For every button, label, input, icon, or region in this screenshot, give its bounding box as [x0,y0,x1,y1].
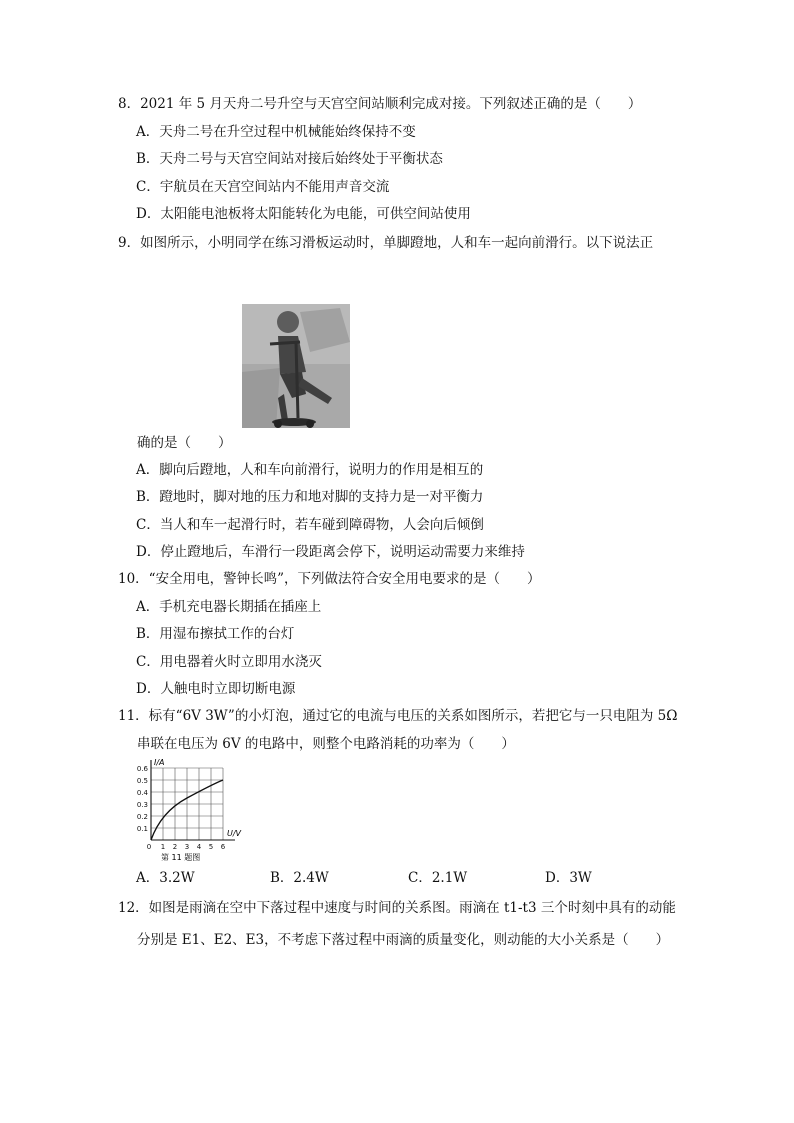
y-tick: 0.4 [136,789,148,797]
q10-option-c: C．用电器着火时立即用水浇灭 [136,654,322,670]
q11-option-a: A．3.2W [136,870,195,886]
y-tick: 0.5 [136,777,148,785]
y-axis-label: I/A [154,758,165,767]
q11-options-row [136,868,676,888]
y-tick: 0.1 [136,825,148,833]
y-tick: 0.3 [136,801,148,809]
q12-stem-cont: 分别是 E1、E2、E3，不考虑下落过程中雨滴的质量变化，则动能的大小关系是（ ） [137,932,670,948]
q12-stem: 12．如图是雨滴在空中下落过程中速度与时间的关系图。雨滴在 t1-t3 三个时刻中具有的动能 [118,900,676,916]
q10-option-a: A．手机充电器长期插在插座上 [136,599,322,615]
q8-option-b: B．天舟二号与天宫空间站对接后始终处于平衡状态 [136,151,443,167]
q9-option-a: A．脚向后蹬地，人和车向前滑行，说明力的作用是相互的 [136,462,484,478]
x-tick: 3 [184,843,190,851]
q11-stem-cont: 串联在电压为 6V 的电路中，则整个电路消耗的功率为（ ） [137,736,515,752]
x-tick: 6 [220,843,226,851]
q10-option-b: B．用湿布擦拭工作的台灯 [136,626,295,642]
q10-stem: 10．“安全用电，警钟长鸣”，下列做法符合安全用电要求的是（ ） [118,571,541,587]
q8-option-d: D．太阳能电池板将太阳能转化为电能，可供空间站使用 [136,206,471,222]
x-tick: 5 [208,843,214,851]
y-tick: 0.6 [136,765,148,773]
q8-option-a: A．天舟二号在升空过程中机械能始终保持不变 [136,124,416,140]
y-tick: 0.2 [136,813,148,821]
x-tick: 1 [160,843,166,851]
q11-option-d: D．3W [545,870,592,886]
x-axis-label: U/V [227,829,242,838]
current-voltage-graph [117,756,247,864]
q9-option-c: C．当人和车一起滑行时，若车碰到障碍物，人会向后倾倒 [136,517,484,533]
q11-option-c: C．2.1W [408,870,468,886]
q9-option-d: D．停止蹬地后，车滑行一段距离会停下，说明运动需要力来维持 [136,544,525,560]
x-tick: 2 [172,843,178,851]
q9-stem: 9．如图所示，小明同学在练习滑板运动时，单脚蹬地，人和车一起向前滑行。以下说法正 [118,235,654,251]
q11-stem: 11．标有“6V 3W”的小灯泡，通过它的电流与电压的关系如图所示，若把它与一只电阻为 5Ω [118,708,678,724]
x-tick: 4 [196,843,202,851]
skateboard-boy-photo [240,302,352,430]
q9-option-b: B．蹬地时，脚对地的压力和地对脚的支持力是一对平衡力 [136,489,484,505]
q11-option-b: B．2.4W [270,870,329,886]
q9-stem-cont: 确的是（ ） [137,435,232,451]
q8-option-c: C．宇航员在天宫空间站内不能用声音交流 [136,179,390,195]
x-tick: 0 [146,843,152,851]
graph-caption: 第 11 题图 [161,853,201,862]
graph-grid [151,768,223,840]
q8-stem: 8．2021 年 5 月天舟二号升空与天宫空间站顺利完成对接。下列叙述正确的是（ ） [118,96,642,112]
q10-option-d: D．人触电时立即切断电源 [136,681,296,697]
